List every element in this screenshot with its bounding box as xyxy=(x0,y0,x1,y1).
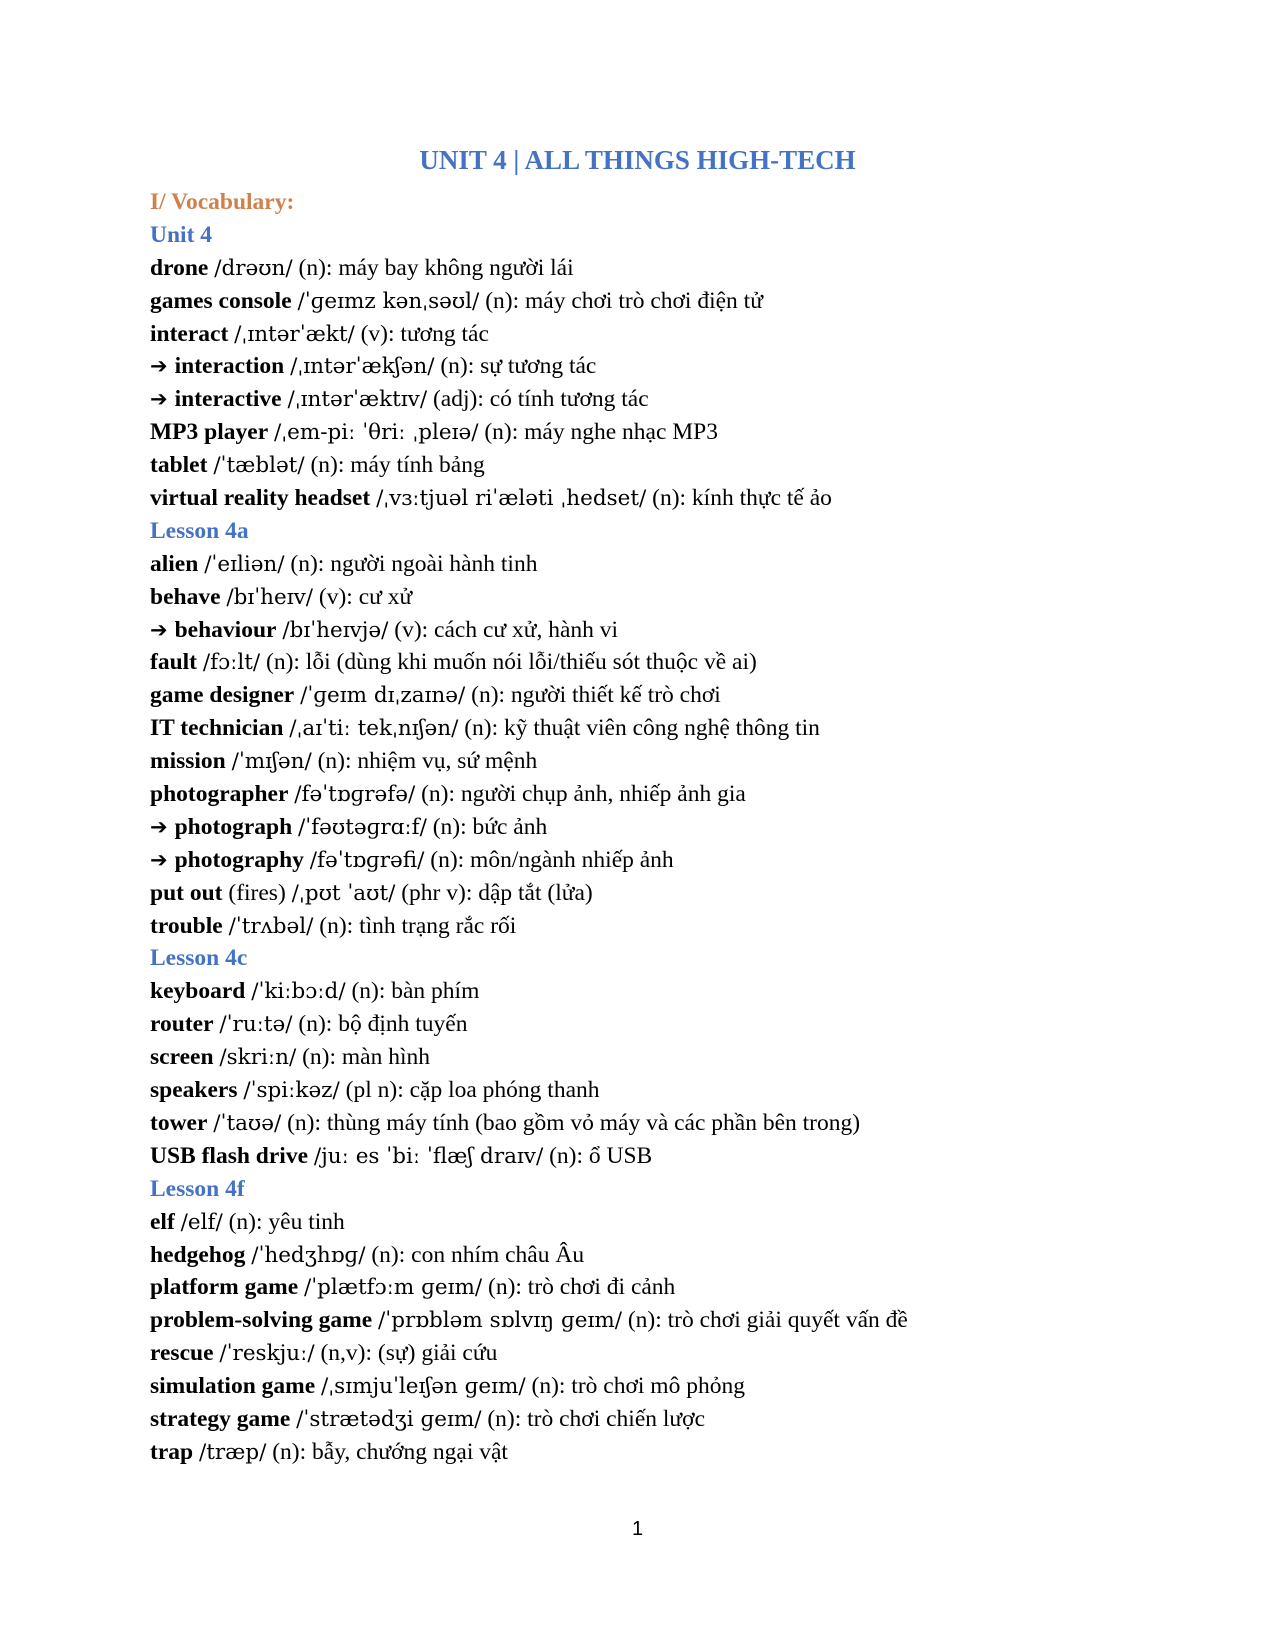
vocab-pronunciation: /bɪˈheɪv/ xyxy=(226,584,314,610)
vocab-definition: (n): máy nghe nhạc MP3 xyxy=(484,419,718,446)
vocab-entry xyxy=(150,1041,1210,1074)
vocab-word: drone xyxy=(150,254,209,281)
vocab-definition: (n): người thiết kế trò chơi xyxy=(471,682,721,709)
vocab-entry xyxy=(150,1107,1210,1140)
vocab-definition: (n): con nhím châu Âu xyxy=(371,1241,585,1268)
vocab-pronunciation: /ˈreskjuː/ xyxy=(219,1341,315,1367)
vocab-word: keyboard xyxy=(150,978,246,1005)
vocab-entry xyxy=(150,1370,1210,1403)
vocab-entry xyxy=(150,614,1210,647)
vocab-definition: (n): bàn phím xyxy=(351,978,480,1005)
vocab-definition: (n): bộ định tuyến xyxy=(298,1011,468,1038)
vocab-entry xyxy=(150,1239,1210,1272)
vocab-entry xyxy=(150,1008,1210,1041)
vocab-entry xyxy=(150,646,1210,679)
vocab-word: fault xyxy=(150,649,197,676)
vocab-definition: (n): sự tương tác xyxy=(440,353,597,380)
vocab-pronunciation: /ˈtrʌbəl/ xyxy=(228,913,314,939)
vocab-entry xyxy=(150,1271,1210,1304)
vocab-word: interaction xyxy=(174,353,285,380)
vocab-entry xyxy=(150,844,1210,877)
vocab-entry xyxy=(150,482,1210,515)
vocab-definition: (n): nhiệm vụ, sứ mệnh xyxy=(317,748,538,775)
vocab-entry xyxy=(150,350,1210,383)
vocab-word: virtual reality headset xyxy=(150,485,371,512)
vocab-word: interactive xyxy=(174,386,282,413)
arrow-right-icon: ➔ xyxy=(150,387,168,412)
vocab-entry xyxy=(150,745,1210,778)
vocab-entry xyxy=(150,811,1210,844)
vocab-definition: (n): trò chơi mô phỏng xyxy=(531,1373,745,1400)
vocab-note: (fires) xyxy=(228,879,286,906)
vocab-entry xyxy=(150,252,1210,285)
vocab-word: platform game xyxy=(150,1274,299,1301)
vocab-pronunciation: /ˈɡeɪmz kənˌsəʊl/ xyxy=(297,288,480,314)
vocab-entry xyxy=(150,1436,1210,1469)
lesson-heading: Lesson 4c xyxy=(150,945,248,972)
vocab-word: photography xyxy=(174,846,304,873)
vocab-entry xyxy=(150,548,1210,581)
vocab-definition: (n): yêu tinh xyxy=(228,1208,345,1235)
vocab-definition: (n): kỹ thuật viên công nghệ thông tin xyxy=(464,715,820,742)
arrow-right-icon: ➔ xyxy=(150,617,168,642)
vocab-word: tower xyxy=(150,1109,208,1136)
vocab-word: trouble xyxy=(150,912,223,939)
vocab-word: speakers xyxy=(150,1077,238,1104)
vocab-definition: (n): bức ảnh xyxy=(432,813,548,840)
vocab-definition: (n): máy tính bảng xyxy=(310,452,485,479)
vocab-pronunciation: /fəˈtɒɡrəfi/ xyxy=(309,847,425,873)
vocab-definition: (n): trò chơi đi cảnh xyxy=(488,1274,676,1301)
vocab-pronunciation: /ˌsɪmjuˈleɪʃən ɡeɪm/ xyxy=(321,1374,526,1400)
vocab-pronunciation: /træp/ xyxy=(198,1439,267,1465)
vocab-word: game designer xyxy=(150,682,295,709)
vocab-word: games console xyxy=(150,287,292,314)
vocab-pronunciation: /ˌvɜːtjuəl riˈæləti ˌhedset/ xyxy=(376,486,647,512)
vocab-definition: (n): lỗi (dùng khi muốn nói lỗi/thiếu sót thuộc về ai) xyxy=(266,649,757,676)
vocab-entry xyxy=(150,712,1210,745)
vocab-entry xyxy=(150,416,1210,449)
vocab-entry xyxy=(150,449,1210,482)
vocab-pronunciation: /ˈhedʒhɒɡ/ xyxy=(251,1242,366,1268)
arrow-right-icon: ➔ xyxy=(150,354,168,379)
vocab-word: behaviour xyxy=(174,616,277,643)
vocab-pronunciation: /ˌaɪˈtiː tekˌnɪʃən/ xyxy=(289,716,459,742)
vocab-definition: (n): môn/ngành nhiếp ảnh xyxy=(430,846,674,873)
vocab-pronunciation: /ˈeɪliən/ xyxy=(204,551,285,577)
vocab-definition: (n): máy chơi trò chơi điện tử xyxy=(485,287,763,314)
vocab-word: interact xyxy=(150,320,229,347)
vocab-pronunciation: /ˈkiːbɔːd/ xyxy=(251,979,346,1005)
vocab-definition: (n): trò chơi chiến lược xyxy=(487,1405,706,1432)
vocab-word: tablet xyxy=(150,452,208,479)
vocab-pronunciation: /ˌɪntərˈæktɪv/ xyxy=(287,387,428,413)
vocab-entry xyxy=(150,910,1210,943)
vocab-entry xyxy=(150,383,1210,416)
lesson-heading: Unit 4 xyxy=(150,221,213,248)
vocab-definition: (n): người ngoài hành tinh xyxy=(290,550,538,577)
vocab-entry xyxy=(150,318,1210,351)
vocabulary-list xyxy=(150,186,1210,1469)
vocab-word: USB flash drive xyxy=(150,1142,308,1169)
vocab-pronunciation: /ˈfəʊtəɡrɑːf/ xyxy=(298,814,427,840)
vocab-definition: (n): trò chơi giải quyết vấn đề xyxy=(627,1307,908,1334)
vocab-definition: (n): kính thực tế ảo xyxy=(652,485,832,512)
vocab-word: screen xyxy=(150,1044,214,1071)
vocab-word: simulation game xyxy=(150,1373,316,1400)
vocab-word: trap xyxy=(150,1438,194,1465)
vocab-definition: (v): tương tác xyxy=(360,320,489,347)
vocab-word: hedgehog xyxy=(150,1241,246,1268)
vocab-pronunciation: /bɪˈheɪvjə/ xyxy=(282,617,389,643)
vocab-word: photographer xyxy=(150,781,289,808)
vocab-definition: (n): máy bay không người lái xyxy=(298,254,574,281)
vocab-definition: (v): cư xử xyxy=(318,583,413,610)
vocab-pronunciation: /ˈtæblət/ xyxy=(213,453,305,479)
vocab-pronunciation: /skriːn/ xyxy=(219,1045,297,1071)
arrow-right-icon: ➔ xyxy=(150,814,168,839)
vocab-pronunciation: /ˈɡeɪm dɪˌzaɪnə/ xyxy=(300,683,466,709)
vocab-definition: (n): thùng máy tính (bao gồm vỏ máy và các phần bên trong) xyxy=(287,1109,861,1136)
vocab-word: router xyxy=(150,1011,214,1038)
vocab-definition: (n): ổ USB xyxy=(549,1142,653,1169)
vocab-pronunciation: /ˈplætfɔːm ɡeɪm/ xyxy=(304,1275,483,1301)
vocab-entry xyxy=(150,1337,1210,1370)
vocab-pronunciation: /ˈstrætədʒi ɡeɪm/ xyxy=(296,1406,482,1432)
vocab-pronunciation: /ˈruːtə/ xyxy=(219,1012,293,1038)
vocab-definition: (n): tình trạng rắc rối xyxy=(319,912,517,939)
section-heading: I/ Vocabulary: xyxy=(150,189,295,215)
vocab-word: IT technician xyxy=(150,715,284,742)
vocab-entry xyxy=(150,285,1210,318)
vocab-entry xyxy=(150,679,1210,712)
vocab-word: MP3 player xyxy=(150,419,269,446)
vocab-definition: (adj): có tính tương tác xyxy=(432,386,649,413)
vocab-definition: (n): màn hình xyxy=(302,1044,430,1071)
vocab-definition: (phr v): dập tắt (lửa) xyxy=(401,879,593,906)
vocab-word: rescue xyxy=(150,1340,214,1367)
vocab-word: mission xyxy=(150,748,226,775)
vocab-pronunciation: /drəʊn/ xyxy=(214,255,293,281)
vocab-entry xyxy=(150,778,1210,811)
vocab-definition: (n,v): (sự) giải cứu xyxy=(320,1340,498,1367)
vocab-word: problem-solving game xyxy=(150,1307,373,1334)
vocab-word: strategy game xyxy=(150,1405,291,1432)
vocab-definition: (v): cách cư xử, hành vi xyxy=(394,616,619,643)
vocab-pronunciation: /fəˈtɒɡrəfə/ xyxy=(294,782,416,808)
vocab-definition: (n): bẫy, chướng ngại vật xyxy=(272,1438,508,1465)
vocab-pronunciation: /ˈtaʊə/ xyxy=(213,1110,282,1136)
page-title: UNIT 4 | ALL THINGS HIGH-TECH xyxy=(419,145,856,175)
vocab-entry xyxy=(150,1206,1210,1239)
vocab-entry xyxy=(150,1140,1210,1173)
vocab-word: elf xyxy=(150,1208,175,1235)
vocab-definition: (pl n): cặp loa phóng thanh xyxy=(345,1077,600,1104)
vocab-definition: (n): người chụp ảnh, nhiếp ảnh gia xyxy=(421,781,746,808)
lesson-heading: Lesson 4a xyxy=(150,517,249,544)
vocab-word: photograph xyxy=(174,813,293,840)
vocab-entry xyxy=(150,1403,1210,1436)
vocab-pronunciation: /fɔːlt/ xyxy=(202,650,261,676)
vocab-pronunciation: /ˈprɒbləm sɒlvɪŋ ɡeɪm/ xyxy=(378,1308,622,1334)
vocab-word: behave xyxy=(150,583,221,610)
arrow-right-icon: ➔ xyxy=(150,847,168,872)
page-number: 1 xyxy=(631,1518,644,1540)
vocab-word: alien xyxy=(150,550,199,577)
vocab-pronunciation: /ˌem-piː ˈθriː ˌpleɪə/ xyxy=(274,420,479,446)
vocab-pronunciation: /ˌɪntərˈækt/ xyxy=(234,321,355,347)
vocab-pronunciation: /elf/ xyxy=(180,1209,223,1235)
vocab-pronunciation: /ˌpʊt ˈaʊt/ xyxy=(291,880,396,906)
vocab-word: put out xyxy=(150,879,223,906)
vocab-pronunciation: /juː es ˈbiː ˈflæʃ draɪv/ xyxy=(313,1143,544,1169)
vocab-entry xyxy=(150,581,1210,614)
vocab-pronunciation: /ˈmɪʃən/ xyxy=(231,749,312,775)
vocab-entry xyxy=(150,975,1210,1008)
vocab-entry xyxy=(150,1304,1210,1337)
vocab-pronunciation: /ˈspiːkəz/ xyxy=(243,1078,340,1104)
vocab-pronunciation: /ˌɪntərˈækʃən/ xyxy=(290,354,435,380)
vocab-entry xyxy=(150,877,1210,910)
vocab-entry xyxy=(150,1074,1210,1107)
lesson-heading: Lesson 4f xyxy=(150,1175,245,1202)
